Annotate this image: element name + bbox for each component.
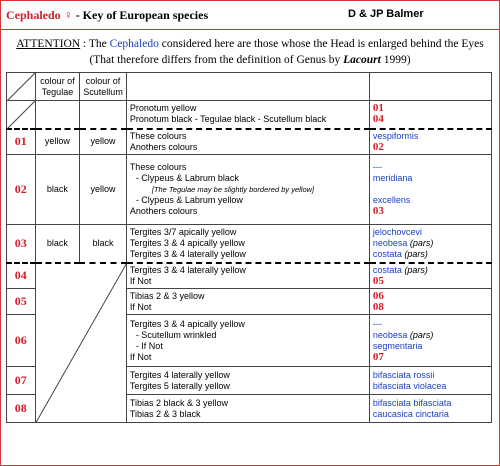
diagonal-line bbox=[36, 264, 126, 423]
attention-label: ATTENTION bbox=[16, 38, 81, 50]
col-scutellum: colour of Scutellum bbox=[80, 73, 127, 101]
start-corner bbox=[7, 101, 36, 129]
species-name: costata bbox=[372, 264, 402, 275]
attention-line2-end: 1999) bbox=[380, 54, 411, 66]
desc-line: If Not bbox=[129, 301, 152, 312]
res-cell bbox=[369, 367, 491, 395]
desc-cell bbox=[126, 101, 369, 129]
row-number: 07 bbox=[7, 367, 36, 395]
desc-line: Tergites 3 & 4 apically yellow bbox=[129, 237, 245, 248]
desc-line: If Not bbox=[129, 351, 152, 362]
desc-line: Anothers colours bbox=[129, 141, 198, 152]
desc-line: - Clypeus & Labrum yellow bbox=[135, 195, 243, 205]
desc-cell bbox=[126, 155, 369, 225]
res-cell bbox=[369, 101, 491, 129]
row-04 bbox=[7, 263, 492, 289]
desc-line: Tibias 2 & 3 black bbox=[129, 408, 201, 419]
row-number: 05 bbox=[7, 289, 36, 315]
desc-cell bbox=[126, 395, 369, 423]
desc-line: Tergites 3 & 4 laterally yellow bbox=[129, 264, 246, 275]
res-cell bbox=[369, 315, 491, 367]
desc-line: Tergites 3 & 4 laterally yellow bbox=[129, 248, 246, 259]
row-number: 08 bbox=[7, 395, 36, 423]
teg-cell bbox=[35, 101, 80, 129]
attention-text: : The bbox=[80, 38, 110, 50]
desc-cell bbox=[126, 367, 369, 395]
goto-link[interactable]: 01 bbox=[372, 102, 384, 115]
goto-link[interactable]: 02 bbox=[372, 140, 384, 153]
species-name: bifasciata bifasciata bbox=[372, 397, 452, 408]
desc-line: Tergites 3/7 apically yellow bbox=[129, 226, 237, 237]
col-tegulae: colour of Tegulae bbox=[35, 73, 80, 101]
species-name: meridiana bbox=[372, 173, 413, 183]
goto-link[interactable]: 07 bbox=[372, 350, 384, 363]
key-table bbox=[6, 72, 492, 423]
desc-line: If Not bbox=[129, 275, 152, 286]
diagonal-span bbox=[35, 263, 126, 423]
teg-cell: black bbox=[35, 225, 80, 263]
desc-cell bbox=[126, 315, 369, 367]
scu-cell: black bbox=[80, 225, 127, 263]
species-name: --- bbox=[372, 162, 382, 172]
res-cell bbox=[369, 263, 491, 289]
row-01 bbox=[7, 129, 492, 155]
res-cell bbox=[369, 155, 491, 225]
pars-note: (pars) bbox=[404, 264, 428, 275]
species-name: segmentaria bbox=[372, 340, 423, 351]
res-cell bbox=[369, 129, 491, 155]
species-name: costata bbox=[372, 248, 402, 259]
row-number: 04 bbox=[7, 263, 36, 289]
desc-note: [The Tegulae may be slightly bordered by yellow] bbox=[151, 185, 315, 194]
teg-cell: black bbox=[35, 155, 80, 225]
desc-cell bbox=[126, 129, 369, 155]
desc-line: Pronotum yellow bbox=[129, 103, 197, 114]
female-symbol-icon: ♀ bbox=[63, 8, 73, 22]
desc-line: These colours bbox=[129, 130, 187, 141]
desc-line: These colours bbox=[129, 162, 187, 172]
res-cell bbox=[369, 395, 491, 423]
goto-link[interactable]: 08 bbox=[372, 300, 384, 313]
desc-cell bbox=[126, 289, 369, 315]
species-name: vespiformis bbox=[372, 130, 419, 141]
col-description bbox=[126, 73, 369, 101]
corner-cell bbox=[7, 73, 36, 101]
goto-link[interactable]: 03 bbox=[372, 205, 384, 217]
row-02 bbox=[7, 155, 492, 225]
desc-line: - Scutellum wrinkled bbox=[135, 329, 217, 340]
desc-line: Pronotum black - Tegulae black - Scutellum black bbox=[129, 114, 327, 125]
desc-line: Anothers colours bbox=[129, 206, 198, 216]
header-divider bbox=[0, 29, 500, 30]
desc-line: - Clypeus & Labrum black bbox=[135, 173, 239, 183]
scu-cell: yellow bbox=[80, 129, 127, 155]
desc-line: Tibias 2 & 3 yellow bbox=[129, 290, 205, 301]
pars-note: (pars) bbox=[409, 237, 434, 248]
attention-text-2: considered here are those whose the Head is enlarged behind the Eyes bbox=[158, 38, 484, 50]
species-name: bifasciata violacea bbox=[372, 380, 447, 391]
row-number: 03 bbox=[7, 225, 36, 263]
scu-cell: yellow bbox=[80, 155, 127, 225]
desc-line: Tergites 5 laterally yellow bbox=[129, 380, 230, 391]
goto-link[interactable]: 06 bbox=[372, 289, 384, 302]
species-name: neobesa bbox=[372, 329, 408, 340]
goto-link[interactable]: 04 bbox=[372, 113, 384, 126]
diagonal-line bbox=[7, 101, 35, 129]
row-start bbox=[7, 101, 492, 129]
attention-genus: Cephaledo bbox=[109, 38, 159, 50]
row-number: 01 bbox=[7, 129, 36, 155]
col-result bbox=[369, 73, 491, 101]
page-title bbox=[6, 8, 208, 23]
scu-cell bbox=[80, 101, 127, 129]
pars-note: (pars) bbox=[409, 329, 434, 340]
species-name: neobesa bbox=[372, 237, 408, 248]
row-03 bbox=[7, 225, 492, 263]
desc-cell bbox=[126, 263, 369, 289]
attention-line2: (That therefore differs from the definition of Genus by bbox=[89, 54, 344, 66]
attention-author: Lacourt bbox=[343, 54, 381, 66]
pars-note: (pars) bbox=[404, 248, 428, 259]
desc-cell bbox=[126, 225, 369, 263]
goto-link[interactable]: 05 bbox=[372, 274, 384, 287]
res-cell bbox=[369, 289, 491, 315]
species-name: --- bbox=[372, 318, 382, 329]
authors: D & JP Balmer bbox=[348, 8, 424, 20]
species-name: bifasciata rossii bbox=[372, 369, 435, 380]
desc-line: - If Not bbox=[135, 340, 163, 351]
row-number: 02 bbox=[7, 155, 36, 225]
teg-cell: yellow bbox=[35, 129, 80, 155]
species-name: excellens bbox=[372, 195, 411, 205]
species-name: caucasica cinctaria bbox=[372, 408, 449, 419]
species-name: jelochovcevi bbox=[372, 226, 422, 237]
desc-line: Tibias 2 black & 3 yellow bbox=[129, 397, 229, 408]
row-number: 06 bbox=[7, 315, 36, 367]
desc-line: Tergites 3 & 4 apically yellow bbox=[129, 318, 245, 329]
attention-note bbox=[6, 36, 494, 68]
desc-line: Tergites 4 laterally yellow bbox=[129, 369, 230, 380]
genus-name: Cephaledo bbox=[6, 8, 61, 22]
res-cell bbox=[369, 225, 491, 263]
title-text: - Key of European species bbox=[72, 8, 209, 22]
page-header bbox=[6, 6, 494, 26]
diagonal-line bbox=[7, 73, 35, 101]
